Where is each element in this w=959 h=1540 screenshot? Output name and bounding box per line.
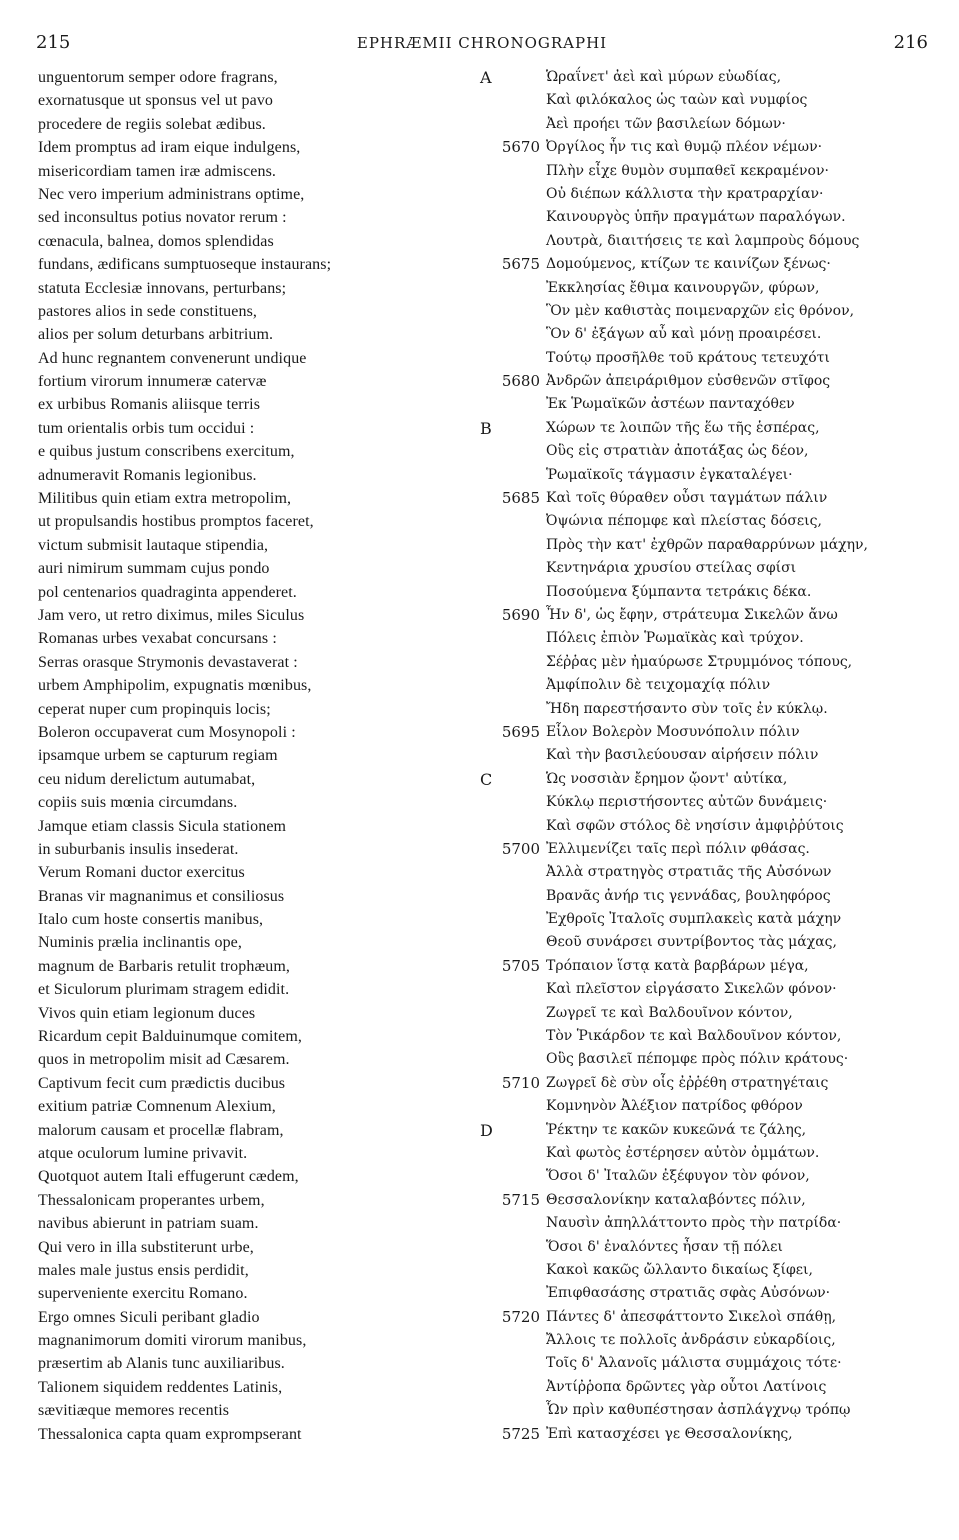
greek-verse-line: [496, 1352, 936, 1375]
latin-line: auri nimirum summam cujus pondo: [38, 560, 270, 578]
greek-verse-text: Κεντηνάρια χρυσίου στείλας σφίσι: [546, 560, 797, 577]
latin-line: Vivos quin etiam legionum duces: [38, 1004, 256, 1022]
greek-verse-line: [496, 557, 936, 580]
greek-verse-line: [496, 698, 936, 721]
latin-line: pol centenarios quadraginta appenderet.: [38, 583, 297, 601]
greek-verse-line: [496, 815, 936, 838]
greek-verse-line: [496, 931, 936, 954]
greek-verse-line: [496, 861, 936, 884]
greek-verse-text: Δομούμενος, κτίζων τε καινίζων ξένως·: [546, 256, 831, 273]
greek-verse-line: [496, 277, 936, 300]
latin-line: Boleron occupaverat cum Mosynopoli :: [38, 723, 296, 741]
latin-line: statuta Ecclesiæ innovans, perturbans;: [38, 279, 287, 297]
greek-verse-line: [496, 721, 936, 744]
latin-line: Jamque etiam classis Sicula stationem: [38, 817, 287, 835]
latin-line: misericordiam tamen iræ admiscens.: [38, 162, 277, 180]
greek-verse-text: Θεσσαλονίκην καταλαβόντες πόλιν,: [546, 1191, 806, 1208]
greek-verse-line: [496, 955, 936, 978]
greek-verse-text: Καὶ τὴν βασιλεύουσαν αἱρήσειν πόλιν: [546, 747, 819, 764]
greek-verse-line: [496, 1142, 936, 1165]
greek-verse-text: Καὶ τοῖς θύραθεν οὖσι ταγμάτων πάλιν: [546, 490, 828, 507]
greek-verse-text: Ἀμφίπολιν δὲ τειχομαχίᾳ πόλιν: [546, 677, 771, 694]
latin-line: exitium patriæ Comnenum Alexium,: [38, 1098, 276, 1116]
latin-line: malorum causam et procellæ flabram,: [38, 1121, 284, 1139]
greek-verse-line: [496, 651, 936, 674]
latin-line: Branas vir magnanimus et consiliosus: [38, 887, 285, 905]
greek-verse-text: Ἀνδρῶν ἀπειράριθμον εὐσθενῶν στῖφος: [546, 373, 831, 390]
greek-verse-line: [496, 1072, 936, 1095]
latin-line: fortium virorum innumeræ catervæ: [38, 373, 267, 391]
latin-line: quos in metropolim misit ad Cæsarem.: [38, 1051, 290, 1069]
greek-verse-text: Ὡς νοσσιὰν ἔρημον ᾤοντ' αὐτίκα,: [546, 770, 788, 787]
greek-verse-line: [496, 206, 936, 229]
greek-verse-line: [496, 908, 936, 931]
greek-verse-line: [496, 253, 936, 276]
greek-verse-line: [496, 885, 936, 908]
greek-verse-text: Οὓς βασιλεῖ πέπομφε πρὸς πόλιν κράτους·: [546, 1051, 849, 1068]
latin-line: Qui vero in illa substiterunt urbe,: [38, 1238, 254, 1256]
greek-verse-text: Τούτῳ προσῆλθε τοῦ κράτους τετευχότι: [546, 349, 830, 366]
greek-verse-text: Εἷλον Βολερὸν Μοσυνόπολιν πόλιν: [546, 723, 800, 740]
latin-line: magnum de Barbaris retulit trophæum,: [38, 957, 290, 975]
latin-line: cœnacula, balnea, domos splendidas: [38, 232, 274, 250]
greek-verse-line: [496, 89, 936, 112]
greek-verse-line: [496, 160, 936, 183]
latin-line: Thessalonicam properantes urbem,: [38, 1191, 265, 1209]
greek-verse-line: [496, 183, 936, 206]
latin-line: in suburbanis insulis insederat.: [38, 840, 239, 858]
latin-line: pastores alios in sede constituens,: [38, 302, 258, 320]
greek-verse-text: Ἀντίῤῥοπα δρῶντες γὰρ οὗτοι Λατίνοις: [546, 1378, 827, 1395]
greek-verse-text: Ὅσοι δ' ἐναλόντες ἦσαν τῇ πόλει: [546, 1238, 783, 1255]
greek-verse-line: [496, 370, 936, 393]
greek-verse-line: [480, 1119, 936, 1142]
greek-verse-text: Καινουργὸς ὑπῆν πραγμάτων παραλόγων.: [546, 209, 846, 226]
latin-line: et Siculorum plurimam stragem edidit.: [38, 981, 290, 999]
greek-verse-line: [496, 1306, 936, 1329]
greek-verse-text: Οὐ διέπων κάλλιστα τὴν κρατραρχίαν·: [546, 185, 824, 202]
latin-line: Idem promptus ad iram eique indulgens,: [38, 139, 301, 157]
greek-verse-text: Καὶ φιλόκαλος ὡς ταὼν καὶ νυμφίος: [546, 92, 808, 109]
latin-line: victum submisit lautaque stipendia,: [38, 536, 269, 554]
greek-verse-line: [496, 440, 936, 463]
latin-line: ut propulsandis hostibus promptos faceret,: [38, 513, 314, 531]
greek-verse-text: Καὶ πλεῖστον εἰργάσατο Σικελῶν φόνον·: [546, 981, 837, 998]
greek-verse-text: Ῥωμαϊκοῖς τάγμασιν ἐγκαταλέγει·: [546, 466, 793, 483]
section-marker: B: [480, 418, 492, 438]
latin-line: Quotquot autem Itali effugerunt cædem,: [38, 1168, 299, 1186]
latin-line: urbem Amphipolim, expugnatis mœnibus,: [38, 677, 312, 695]
greek-verse-text: Τρόπαιον ἵστᾳ κατὰ βαρβάρων μέγα,: [546, 957, 809, 974]
greek-verse-line: [496, 1423, 936, 1446]
greek-verse-line: [496, 604, 936, 627]
latin-line: tum orientalis orbis tum occidui :: [38, 419, 255, 437]
greek-text-column: [480, 66, 936, 1446]
greek-verse-text: Ἄλλοις τε πολλοῖς ἀνδράσιν εὐκαρδίοις,: [546, 1332, 836, 1349]
greek-verse-text: Ἐκκλησίας ἔθιμα καινουργῶν, φύρων,: [546, 279, 820, 296]
latin-line: ipsamque urbem se capturum regiam: [38, 747, 278, 765]
greek-verse-line: [496, 1282, 936, 1305]
greek-verse-text: Καὶ σφῶν στόλος δὲ νησίσιν ἀμφιῤῥύτοις: [546, 817, 844, 834]
verse-number: 5670: [501, 138, 540, 157]
latin-line: superveniente exercitu Romano.: [38, 1285, 248, 1303]
greek-verse-line: [496, 838, 936, 861]
latin-line: e quibus justum conscribens exercitum,: [38, 443, 295, 461]
greek-verse-text: Ὃν μὲν καθιστὰς ποιμεναρχῶν εἰς θρόνον,: [546, 302, 855, 319]
greek-verse-line: [496, 581, 936, 604]
greek-verse-line: [480, 768, 936, 791]
greek-verse-line: [496, 674, 936, 697]
greek-verse-line: [496, 1399, 936, 1422]
greek-verse-text: Κύκλῳ περιστήσοντες αὐτῶν δυνάμεις·: [546, 794, 828, 811]
greek-verse-text: Πάντες δ' ἀπεσφάττοντο Σικελοὶ σπάθῃ,: [546, 1308, 837, 1325]
greek-verse-text: Ζωγρεῖ τε καὶ Βαλδουῖνον κόντον,: [546, 1004, 793, 1021]
verse-number: 5690: [501, 605, 540, 624]
greek-verse-line: [496, 323, 936, 346]
page-number-right: 216: [893, 32, 928, 53]
verse-number: 5715: [501, 1190, 540, 1209]
greek-verse-line: [496, 1376, 936, 1399]
greek-verse-line: [496, 113, 936, 136]
greek-verse-line: [496, 744, 936, 767]
greek-verse-text: Πρὸς τὴν κατ' ἐχθρῶν παραθαρρύνων μάχην,: [546, 536, 868, 553]
latin-line: exornatusque ut sponsus vel ut pavo: [38, 92, 274, 110]
greek-verse-line: [496, 1165, 936, 1188]
greek-verse-line: [496, 1095, 936, 1118]
latin-line: Ad hunc regnantem convenerunt undique: [38, 349, 307, 367]
latin-line: procedere de regiis solebat ædibus.: [38, 115, 266, 133]
greek-verse-text: Ὅσοι δ' Ἰταλῶν ἐξέφυγον τὸν φόνον,: [546, 1168, 810, 1185]
latin-line: sævitiæque memores recentis: [38, 1402, 230, 1420]
greek-verse-text: Ἐκ Ῥωμαϊκῶν ἀστέων πανταχόθεν: [546, 396, 795, 413]
latin-line: Verum Romani ductor exercitus: [38, 864, 245, 882]
greek-verse-line: [496, 1189, 936, 1212]
running-title: EPHRÆMII CHRONOGRAPHI: [356, 34, 608, 52]
greek-verse-text: Βρανᾶς ἀνήρ τις γεννάδας, βουληφόρος: [546, 887, 831, 904]
latin-line: atque oculorum lumine privavit.: [38, 1144, 248, 1162]
greek-verse-text: Θεοῦ συνάρσει συντρίβοντος τὰς μάχας,: [546, 934, 837, 951]
verse-number: 5695: [501, 722, 540, 741]
latin-line: males male justus ensis perdidit,: [38, 1261, 249, 1279]
greek-verse-text: Καὶ φωτὸς ἐστέρησεν αὐτὸν ὀμμάτων.: [546, 1144, 820, 1161]
verse-number: 5700: [501, 839, 540, 858]
greek-verse-text: Κακοὶ κακῶς ὤλλαντο δικαίως ξίφει,: [546, 1261, 813, 1278]
greek-verse-text: Ἦν δ', ὡς ἔφην, στράτευμα Σικελῶν ἄνω: [546, 606, 838, 623]
verse-number: 5710: [501, 1073, 540, 1092]
greek-verse-line: [496, 978, 936, 1001]
latin-line: alios per solum deturbans arbitrium.: [38, 326, 274, 344]
latin-line: ceu nidum derelictum autumabat,: [38, 770, 256, 788]
greek-verse-line: [496, 1002, 936, 1025]
latin-line: Militibus quin etiam extra metropolim,: [38, 490, 292, 508]
greek-verse-text: Ὀψώνια πέπομφε καὶ πλείστας δόσεις,: [546, 513, 822, 530]
greek-verse-text: Σέῤῥας μὲν ἠμαύρωσε Στρυμμόνος τόπους,: [546, 653, 853, 670]
greek-verse-text: Κομνηνὸν Ἀλέξιον πατρίδος φθόρον: [546, 1098, 803, 1115]
greek-verse-text: Ἤδη παρεστήσαντο σὺν τοῖς ἐν κύκλῳ.: [546, 700, 828, 717]
latin-line: Ricardum cepit Balduinumque comitem,: [38, 1028, 302, 1046]
greek-verse-text: Ὡραΐνετ' ἀεὶ καὶ μύρων εὐωδίας,: [546, 69, 782, 85]
latin-line: Nec vero imperium administrans optime,: [38, 185, 305, 203]
greek-verse-line: [496, 393, 936, 416]
greek-verse-text: Ὀργίλος ἦν τις καὶ θυμῷ πλέον νέμων·: [546, 139, 823, 156]
latin-line: Serras orasque Strymonis devastaverat :: [38, 653, 298, 671]
greek-verse-text: Ἐπὶ κατασχέσει γε Θεσσαλονίκης,: [546, 1425, 793, 1442]
latin-line: magnanimorum domiti virorum manibus,: [38, 1332, 307, 1350]
greek-verse-line: [480, 66, 936, 89]
page-number-left: 215: [36, 32, 71, 53]
greek-verse-text: Ἀεὶ προήει τῶν βασιλείων δόμων·: [546, 115, 786, 132]
latin-line: ceperat nuper cum propinquis locis;: [38, 700, 271, 718]
verse-number: 5705: [501, 956, 540, 975]
greek-verse-text: Ἐλλιμενίζει ταῖς περὶ πόλιν φθάσας.: [546, 840, 810, 857]
greek-verse-text: Τὸν Ῥικάρδον τε καὶ Βαλδουῖνον κόντον,: [546, 1028, 842, 1045]
greek-verse-line: [496, 1048, 936, 1071]
verse-number: 5725: [501, 1424, 540, 1443]
greek-verse-text: Ποσούμενα ξύμπαντα τετράκις δέκα.: [546, 583, 812, 600]
latin-line: Ergo omnes Siculi peribant gladio: [38, 1308, 260, 1326]
greek-verse-line: [496, 300, 936, 323]
greek-verse-text: Ἐπιφθασάσης στρατιᾶς σφὰς Αὐσόνων·: [546, 1285, 831, 1302]
greek-verse-line: [496, 487, 936, 510]
greek-verse-text: Χώρων τε λοιπῶν τῆς ἕω τῆς ἑσπέρας,: [546, 419, 820, 436]
latin-line: Jam vero, ut retro diximus, miles Siculus: [38, 606, 305, 624]
greek-verse-text: Ὧν πρὶν καθυπέστησαν ἀσπλάγχνῳ τρόπῳ: [546, 1402, 851, 1419]
greek-verse-text: Πόλεις ἐπιὸν Ῥωμαϊκὰς καὶ τρύχον.: [546, 630, 804, 647]
section-marker: C: [480, 769, 493, 789]
greek-verse-text: Ναυσὶν ἀπηλλάττοντο πρὸς τὴν πατρίδα·: [546, 1215, 842, 1232]
latin-line: Romanas urbes vexabat concursans :: [38, 630, 277, 648]
greek-verse-line: [496, 1212, 936, 1235]
latin-line: navibus abierunt in patriam suam.: [38, 1215, 259, 1233]
latin-line: unguentorum semper odore fragrans,: [38, 69, 278, 86]
greek-verse-line: [496, 136, 936, 159]
latin-line: sed inconsultus potius novator rerum :: [38, 209, 287, 227]
greek-verse-line: [496, 464, 936, 487]
latin-line: Thessalonica capta quam exprompserant: [38, 1425, 302, 1443]
verse-number: 5685: [501, 489, 540, 508]
greek-verse-line: [496, 1259, 936, 1282]
latin-line: Numinis prælia inclinantis ope,: [38, 934, 242, 952]
greek-verse-text: Ῥέκτην τε κακῶν κυκεῶνά τε ζάλης,: [546, 1121, 807, 1138]
greek-verse-text: Οὓς εἰς στρατιὰν ἀποτάξας ὡς δέον,: [546, 443, 809, 460]
greek-verse-text: Ἐχθροῖς Ἰταλοῖς συμπλακεὶς κατὰ μάχην: [546, 911, 842, 928]
latin-line: Italo cum hoste consertis manibus,: [38, 911, 264, 929]
greek-verse-line: [496, 1025, 936, 1048]
section-marker: D: [480, 1120, 493, 1140]
greek-verse-text: Ζωγρεῖ δὲ σὺν οἷς ἐῤῥέθη στρατηγέταις: [546, 1074, 829, 1091]
greek-verse-line: [480, 417, 936, 440]
latin-line: copiis suis mœnia circumdans.: [38, 794, 238, 812]
greek-verse-text: Πλὴν εἶχε θυμὸν συμπαθεῖ κεκραμένον·: [546, 162, 829, 179]
latin-line: fundans, ædificans sumptuoseque instaurans;: [38, 256, 332, 274]
greek-verse-line: [496, 627, 936, 650]
greek-verse-line: [496, 791, 936, 814]
section-marker: A: [480, 68, 492, 87]
latin-line: adnumeravit Romanis legionibus.: [38, 466, 257, 484]
running-header: [36, 32, 928, 56]
verse-number: 5720: [501, 1307, 540, 1326]
greek-verse-text: Ἀλλὰ στρατηγὸς στρατιᾶς τῆς Αὐσόνων: [546, 864, 832, 881]
greek-verse-text: Ὃν δ' ἐξάγων αὖ καὶ μόνῃ προαιρέσει.: [546, 326, 822, 343]
verse-number: 5680: [501, 372, 540, 391]
greek-verse-line: [496, 230, 936, 253]
greek-verse-line: [496, 1236, 936, 1259]
greek-verse-text: Τοῖς δ' Ἀλανοῖς μάλιστα συμμάχοις τότε·: [546, 1355, 842, 1372]
latin-translation-column: [38, 66, 478, 1446]
greek-verse-line: [496, 347, 936, 370]
latin-line: Captivum fecit cum prædictis ducibus: [38, 1074, 286, 1092]
latin-line: ex urbibus Romanis aliisque terris: [38, 396, 261, 414]
latin-line: præsertim ab Alanis tunc auxiliaribus.: [38, 1355, 285, 1373]
greek-verse-line: [496, 510, 936, 533]
latin-line: Talionem siquidem reddentes Latinis,: [38, 1378, 283, 1396]
greek-verse-text: Λουτρὰ, διαιτήσεις τε καὶ λαμπροὺς δόμους: [546, 232, 860, 249]
greek-verse-line: [496, 1329, 936, 1352]
verse-number: 5675: [501, 255, 540, 274]
greek-verse-line: [496, 534, 936, 557]
